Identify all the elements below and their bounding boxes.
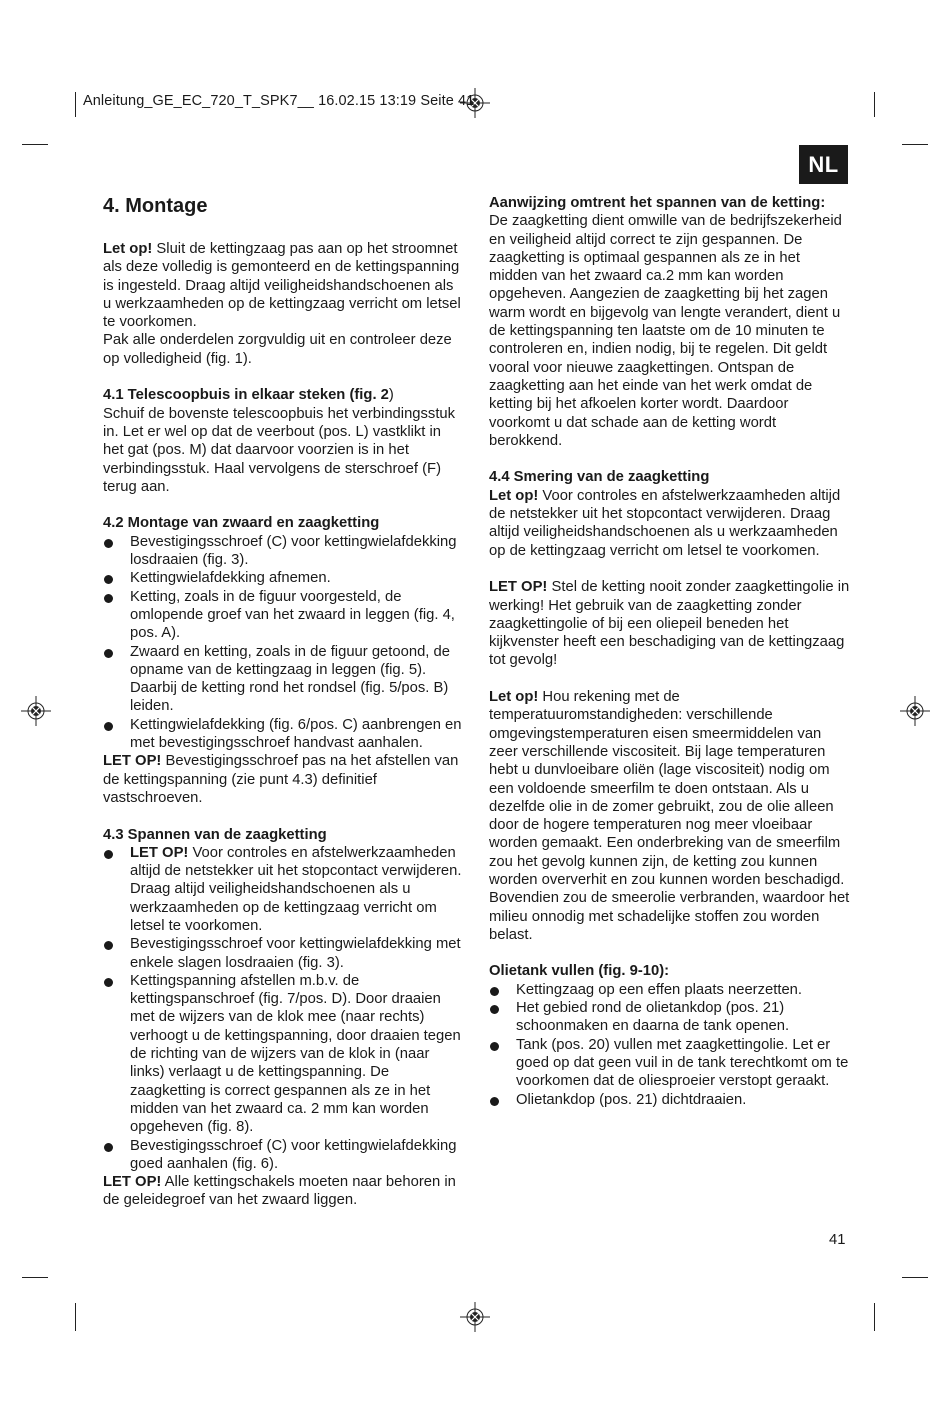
bullet-list	[103, 533, 465, 753]
list-item: Kettingspanning afstellen m.b.v. de kettingspanschroef (fig. 7/pos. D). Door draaien met de wijzers van de klok mee (naar rechts) verhoogt u de kettingspanning, door draaien tegen de richting van de wijzers van de klok in (naar links) verlaagt u de kettingspanning. De zaagketting is correct gespannen als ze in het midden van het zwaard ca. 2 mm kan worden opgeheven (fig. 8).	[103, 972, 465, 1137]
note-paragraph: LET OP! Bevestigingsschroef pas na het afstellen van de kettingspanning (zie punt 4.3) definitief vastschroeven.	[103, 753, 459, 806]
warning-paragraph: LET OP! Stel de ketting nooit zonder zaagkettingolie in werking! Het gebruik van de zaagketting zonder zaagkettingolie of bij een oliepeil beneden het kijkvenster heeft een beschadiging van de kettingzaag tot gevolg!	[489, 579, 850, 669]
crop-mark	[22, 144, 48, 145]
list-item: Zwaard en ketting, zoals in de figuur getoond, de opname van de kettingzaag in leggen (fig. 5). Daarbij de ketting rond het rondsel (fig. 5/pos. B) leiden.	[103, 643, 465, 716]
intro-paragraph: Let op! Sluit de kettingzaag pas aan op het stroomnet als deze volledig is gemonteerd en de kettingspanning is ingesteld. Draag altijd veiligheidshandschoenen als u werkzaamheden op de kettingzaag verricht om letsel te voorkomen.	[103, 241, 461, 331]
hint-paragraph: De zaagketting dient omwille van de bedrijfszekerheid en veiligheid altijd correct te zijn gespannen. De zaagketting is optimaal gespannen als ze in het midden van het zwaard ca.2 mm kan worden opgeheven. Aangezien de zaagketting bij het zagen warm wordt en bijgevolg van lengte verandert, dient u de kettingspanning ten laatste om de 10 minuten te controleren en, indien nodig, bij te regelen. Dit geldt vooral voor nieuwe zaagkettingen. Ontspan de zaagketting aan het einde van het werk omdat de ketting bij het afkoelen korter wordt. Daardoor voorkomt u dat schade aan de ketting wordt berokkend.	[489, 213, 842, 449]
list-item: Tank (pos. 20) vullen met zaagkettingolie. Let er goed op dat geen vuil in de tank terechtkomt om te voorkomen dat de oliesproeier verstopt geraakt.	[489, 1036, 851, 1091]
section-title: 4. Montage	[103, 195, 208, 217]
bullet-list	[103, 844, 465, 1173]
subsection-heading: 4.3 Spannen van de zaagketting	[103, 826, 327, 843]
subsection-text: Schuif de bovenste telescoopbuis het verbindingsstuk in. Let er wel op dat de veerbout (pos. L) vastklikt in het gat (pos. M) dat daarvoor voorzien is in het verbindingsstuk. Haal vervolgens de sterschroef (F) terug aan.	[103, 405, 456, 495]
crop-mark	[902, 144, 928, 145]
bullet-list	[489, 981, 851, 1109]
registration-mark-icon	[21, 696, 51, 726]
list-item: Olietankdop (pos. 21) dichtdraaien.	[489, 1091, 851, 1109]
subsection-heading: Aanwijzing omtrent het spannen van de ketting:	[489, 195, 826, 211]
crop-mark	[75, 1303, 76, 1331]
list-item: Kettingwielafdekking afnemen.	[103, 569, 465, 587]
list-item: Bevestigingsschroef (C) voor kettingwielafdekking goed aanhalen (fig. 6).	[103, 1137, 465, 1174]
language-badge: NL	[799, 145, 848, 184]
crop-mark	[902, 1277, 928, 1278]
list-item: LET OP! Voor controles en afstelwerkzaamheden altijd de netstekker uit het stopcontact verwijderen. Draag altijd veiligheidshandschoenen als u werkzaamheden op de kettingzaag verricht om letsel te voorkomen.	[103, 844, 465, 935]
note-paragraph: LET OP! Alle kettingschakels moeten naar behoren in de geleidegroef van het zwaard liggen.	[103, 1174, 456, 1209]
temperature-paragraph: Let op! Hou rekening met de temperatuuromstandigheden: verschillende omgevingstemperaturen eisen smeermiddelen van zeer verschillende viscositeit. Bij lage temperaturen hebt u dunvloeibare oliën (lage viscositeit) nodig om een voldoende smeerfilm te doen ontstaan. Als u dezelfde olie in de zomer gebruikt, zou de olie alleen door de hogere temperaturen nog meer vloeibaar worden gemaakt. Een onderbreking van de smeerfilm zou het gevolg kunnen zijn, de ketting zou kunnen worden oververhit en zou kunnen worden beschadigd. Bovendien zou de smeerolie verbranden, waardoor het milieu onnodig met schadelijke stoffen zou worden belast.	[489, 689, 850, 943]
crop-mark	[874, 92, 875, 117]
right-column	[489, 194, 851, 1109]
subsection-heading: 4.1 Telescoopbuis in elkaar steken (fig. 2)	[103, 387, 394, 404]
registration-mark-icon	[460, 1302, 490, 1332]
intro-paragraph-2: Pak alle onderdelen zorgvuldig uit en controleer deze op volledigheid (fig. 1).	[103, 332, 452, 367]
page-number: 41	[829, 1232, 846, 1248]
list-item: Kettingwielafdekking (fig. 6/pos. C) aanbrengen en met bevestigingsschroef handvast aanhalen.	[103, 716, 465, 753]
warning-label: Let op!	[103, 241, 153, 257]
left-column	[103, 194, 465, 1210]
subsection-heading: 4.4 Smering van de zaagketting	[489, 469, 710, 486]
list-item: Het gebied rond de olietankdop (pos. 21) schoonmaken en daarna de tank openen.	[489, 999, 851, 1036]
lubrication-paragraph: Let op! Voor controles en afstelwerkzaamheden altijd de netstekker uit het stopcontact verwijderen. Draag altijd veiligheidshandschoenen als u werkzaamheden op de kettingzaag verricht om letsel te voorkomen.	[489, 487, 841, 559]
subsection-heading: 4.2 Montage van zwaard en zaagketting	[103, 515, 380, 532]
list-item: Kettingzaag op een effen plaats neerzetten.	[489, 981, 851, 999]
list-item: Bevestigingsschroef (C) voor kettingwielafdekking losdraaien (fig. 3).	[103, 533, 465, 570]
print-slug: Anleitung_GE_EC_720_T_SPK7__ 16.02.15 13:19 Seite 41	[83, 93, 475, 109]
crop-mark	[75, 92, 76, 117]
list-item: Bevestigingsschroef voor kettingwielafdekking met enkele slagen losdraaien (fig. 3).	[103, 935, 465, 972]
crop-mark	[874, 1303, 875, 1331]
list-item: Ketting, zoals in de figuur voorgesteld, de omlopende groef van het zwaard in leggen (fig. 4, pos. A).	[103, 588, 465, 643]
subsection-heading: Olietank vullen (fig. 9-10):	[489, 963, 670, 980]
registration-mark-icon	[900, 696, 930, 726]
crop-mark	[22, 1277, 48, 1278]
